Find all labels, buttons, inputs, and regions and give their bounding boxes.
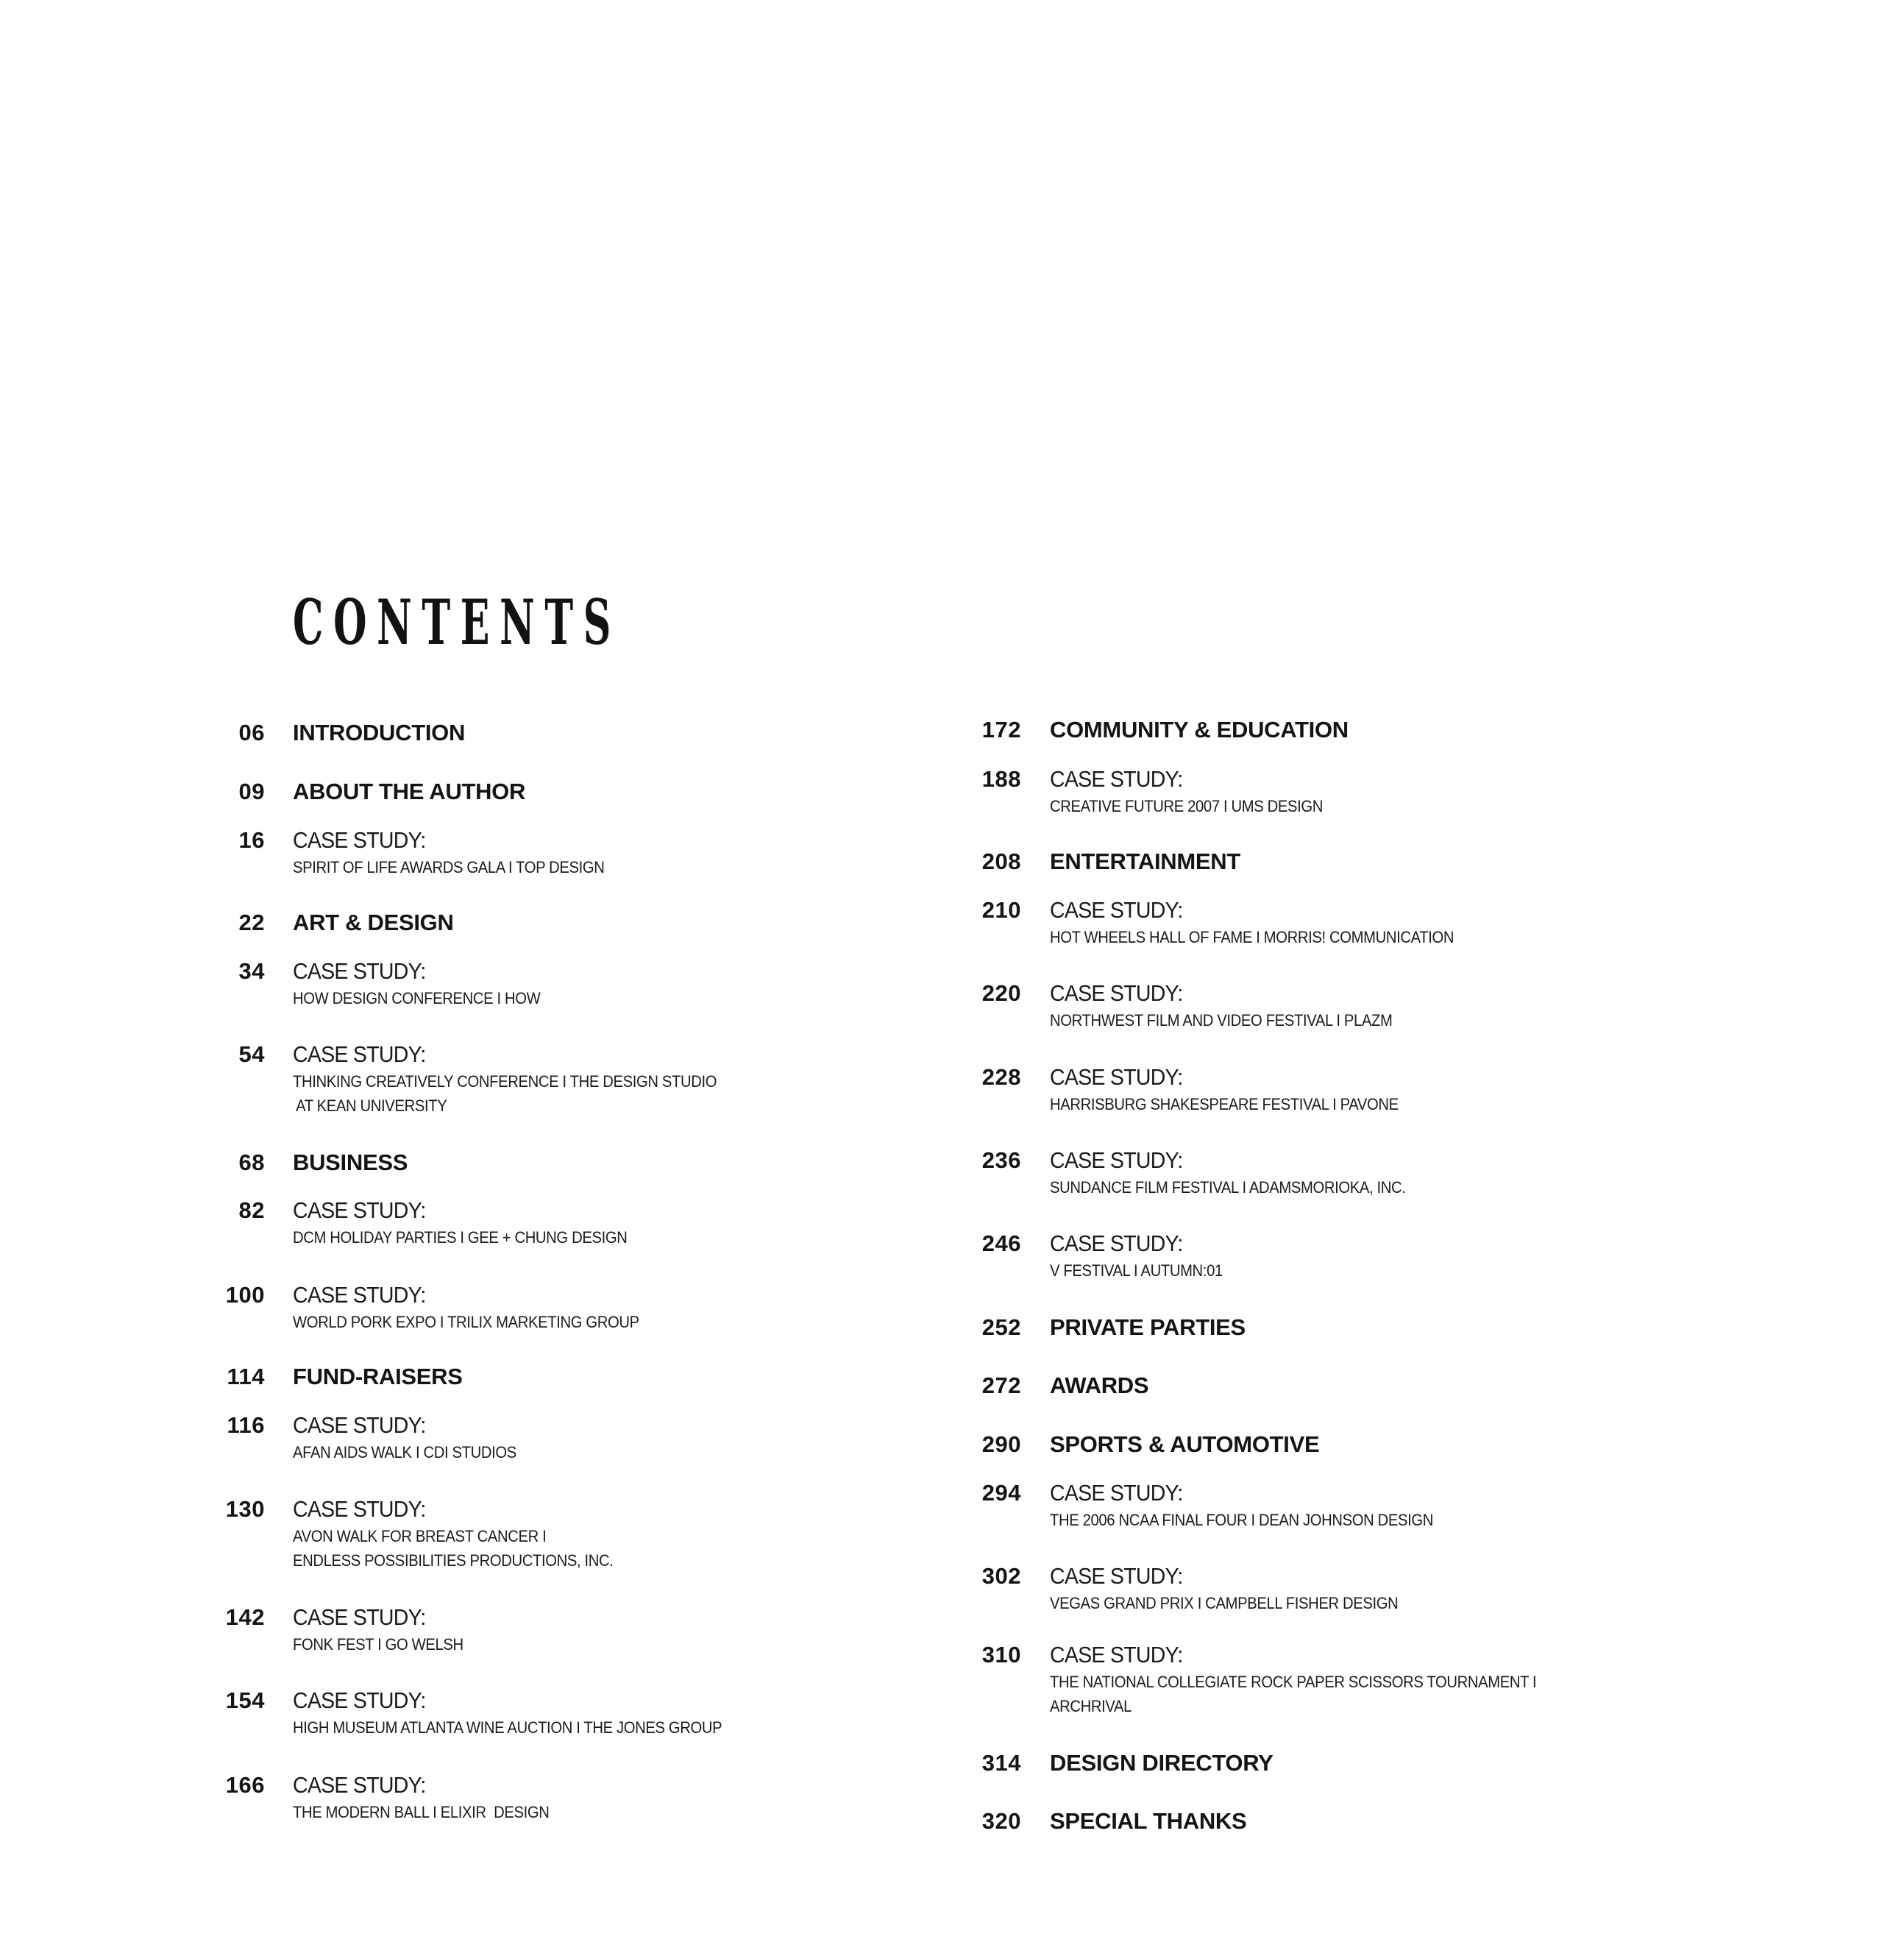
- case-study-subtitle: FONK FEST I GO WELSH: [293, 1635, 463, 1654]
- case-study-subtitle: HARRISBURG SHAKESPEARE FESTIVAL I PAVONE: [1050, 1095, 1399, 1113]
- case-study-label: CASE STUDY:: [293, 958, 426, 984]
- case-study-subtitle: WORLD PORK EXPO I TRILIX MARKETING GROUP: [293, 1313, 639, 1331]
- section-title: ART & DESIGN: [293, 910, 454, 935]
- case-study-subtitle: AT KEAN UNIVERSITY: [293, 1096, 447, 1115]
- section-title: INTRODUCTION: [293, 720, 466, 745]
- page-number: 114: [227, 1364, 265, 1389]
- page-number: 22: [238, 910, 265, 935]
- case-study-label: CASE STUDY:: [1050, 897, 1183, 923]
- page-title: CONTENTS: [293, 586, 621, 659]
- case-study-label: CASE STUDY:: [293, 1197, 426, 1223]
- page-number: 34: [238, 958, 265, 984]
- case-study-label: CASE STUDY:: [1050, 1563, 1183, 1589]
- section-title: ENTERTAINMENT: [1050, 848, 1241, 874]
- page-number: 154: [225, 1687, 265, 1713]
- page-number: 54: [238, 1041, 265, 1067]
- section-title: SPORTS & AUTOMOTIVE: [1050, 1431, 1320, 1457]
- case-study-subtitle: ENDLESS POSSIBILITIES PRODUCTIONS, INC.: [293, 1551, 614, 1570]
- page-number: 06: [238, 720, 265, 745]
- case-study-subtitle: V FESTIVAL I AUTUMN:01: [1050, 1261, 1223, 1280]
- case-study-label: CASE STUDY:: [293, 1496, 426, 1522]
- page-number: 272: [981, 1372, 1021, 1398]
- page-number: 208: [981, 848, 1021, 874]
- case-study-label: CASE STUDY:: [1050, 1642, 1183, 1668]
- case-study-subtitle: DCM HOLIDAY PARTIES I GEE + CHUNG DESIGN: [293, 1228, 628, 1247]
- case-study-label: CASE STUDY:: [293, 1772, 426, 1798]
- page-number: 314: [981, 1750, 1021, 1776]
- page-number: 294: [981, 1480, 1021, 1506]
- section-title: ABOUT THE AUTHOR: [293, 779, 526, 804]
- section-title: BUSINESS: [293, 1149, 408, 1175]
- page-number: 210: [981, 897, 1021, 923]
- case-study-subtitle: SPIRIT OF LIFE AWARDS GALA I TOP DESIGN: [293, 858, 605, 876]
- section-title: FUND-RAISERS: [293, 1364, 463, 1389]
- case-study-label: CASE STUDY:: [293, 1687, 426, 1713]
- page-number: 220: [981, 980, 1021, 1006]
- page-number: 310: [981, 1642, 1021, 1668]
- page-number: 246: [981, 1230, 1021, 1256]
- section-title: AWARDS: [1050, 1372, 1149, 1398]
- page-number: 188: [981, 766, 1021, 792]
- case-study-label: CASE STUDY:: [293, 827, 426, 853]
- case-study-subtitle: THINKING CREATIVELY CONFERENCE I THE DESIGN STUDIO: [293, 1072, 717, 1091]
- page-number: 68: [238, 1149, 265, 1175]
- page-number: 302: [981, 1563, 1021, 1589]
- page-number: 100: [225, 1282, 265, 1308]
- case-study-subtitle: VEGAS GRAND PRIX I CAMPBELL FISHER DESIGN: [1050, 1594, 1399, 1612]
- case-study-label: CASE STUDY:: [293, 1604, 426, 1630]
- case-study-subtitle: AVON WALK FOR BREAST CANCER I: [293, 1527, 547, 1545]
- case-study-label: CASE STUDY:: [1050, 1064, 1183, 1090]
- case-study-subtitle: NORTHWEST FILM AND VIDEO FESTIVAL I PLAZM: [1050, 1011, 1393, 1030]
- case-study-subtitle: HOT WHEELS HALL OF FAME I MORRIS! COMMUNICATION: [1050, 928, 1454, 946]
- case-study-subtitle: AFAN AIDS WALK I CDI STUDIOS: [293, 1443, 516, 1461]
- case-study-label: CASE STUDY:: [293, 1041, 426, 1067]
- page-number: 320: [981, 1808, 1021, 1834]
- page-number: 130: [225, 1496, 265, 1522]
- page-number: 09: [238, 779, 265, 804]
- case-study-subtitle: HOW DESIGN CONFERENCE I HOW: [293, 989, 541, 1007]
- case-study-subtitle: THE MODERN BALL I ELIXIR DESIGN: [293, 1803, 550, 1821]
- section-title: DESIGN DIRECTORY: [1050, 1750, 1274, 1776]
- case-study-label: CASE STUDY:: [1050, 1147, 1183, 1173]
- page-number: 252: [981, 1314, 1021, 1340]
- section-title: PRIVATE PARTIES: [1050, 1314, 1246, 1340]
- page-number: 116: [227, 1412, 265, 1438]
- page-number: 228: [981, 1064, 1021, 1090]
- section-title: COMMUNITY & EDUCATION: [1050, 717, 1349, 743]
- page-number: 290: [981, 1431, 1021, 1457]
- case-study-label: CASE STUDY:: [1050, 980, 1183, 1006]
- case-study-subtitle: CREATIVE FUTURE 2007 I UMS DESIGN: [1050, 797, 1324, 815]
- case-study-subtitle: THE NATIONAL COLLEGIATE ROCK PAPER SCISSORS TOURNAMENT I: [1050, 1673, 1537, 1691]
- page-number: 166: [225, 1772, 265, 1798]
- case-study-subtitle: HIGH MUSEUM ATLANTA WINE AUCTION I THE JONES GROUP: [293, 1718, 722, 1737]
- page-number: 16: [238, 827, 265, 853]
- page-number: 82: [238, 1197, 265, 1223]
- case-study-label: CASE STUDY:: [1050, 1480, 1183, 1506]
- case-study-subtitle: SUNDANCE FILM FESTIVAL I ADAMSMORIOKA, INC.: [1050, 1178, 1406, 1197]
- case-study-subtitle: ARCHRIVAL: [1050, 1697, 1132, 1715]
- case-study-label: CASE STUDY:: [1050, 766, 1183, 792]
- page-number: 236: [981, 1147, 1021, 1173]
- section-title: SPECIAL THANKS: [1050, 1808, 1247, 1834]
- case-study-label: CASE STUDY:: [1050, 1230, 1183, 1256]
- page-number: 142: [225, 1604, 265, 1630]
- case-study-label: CASE STUDY:: [293, 1282, 426, 1308]
- case-study-label: CASE STUDY:: [293, 1412, 426, 1438]
- case-study-subtitle: THE 2006 NCAA FINAL FOUR I DEAN JOHNSON DESIGN: [1050, 1511, 1434, 1529]
- page-number: 172: [981, 717, 1021, 743]
